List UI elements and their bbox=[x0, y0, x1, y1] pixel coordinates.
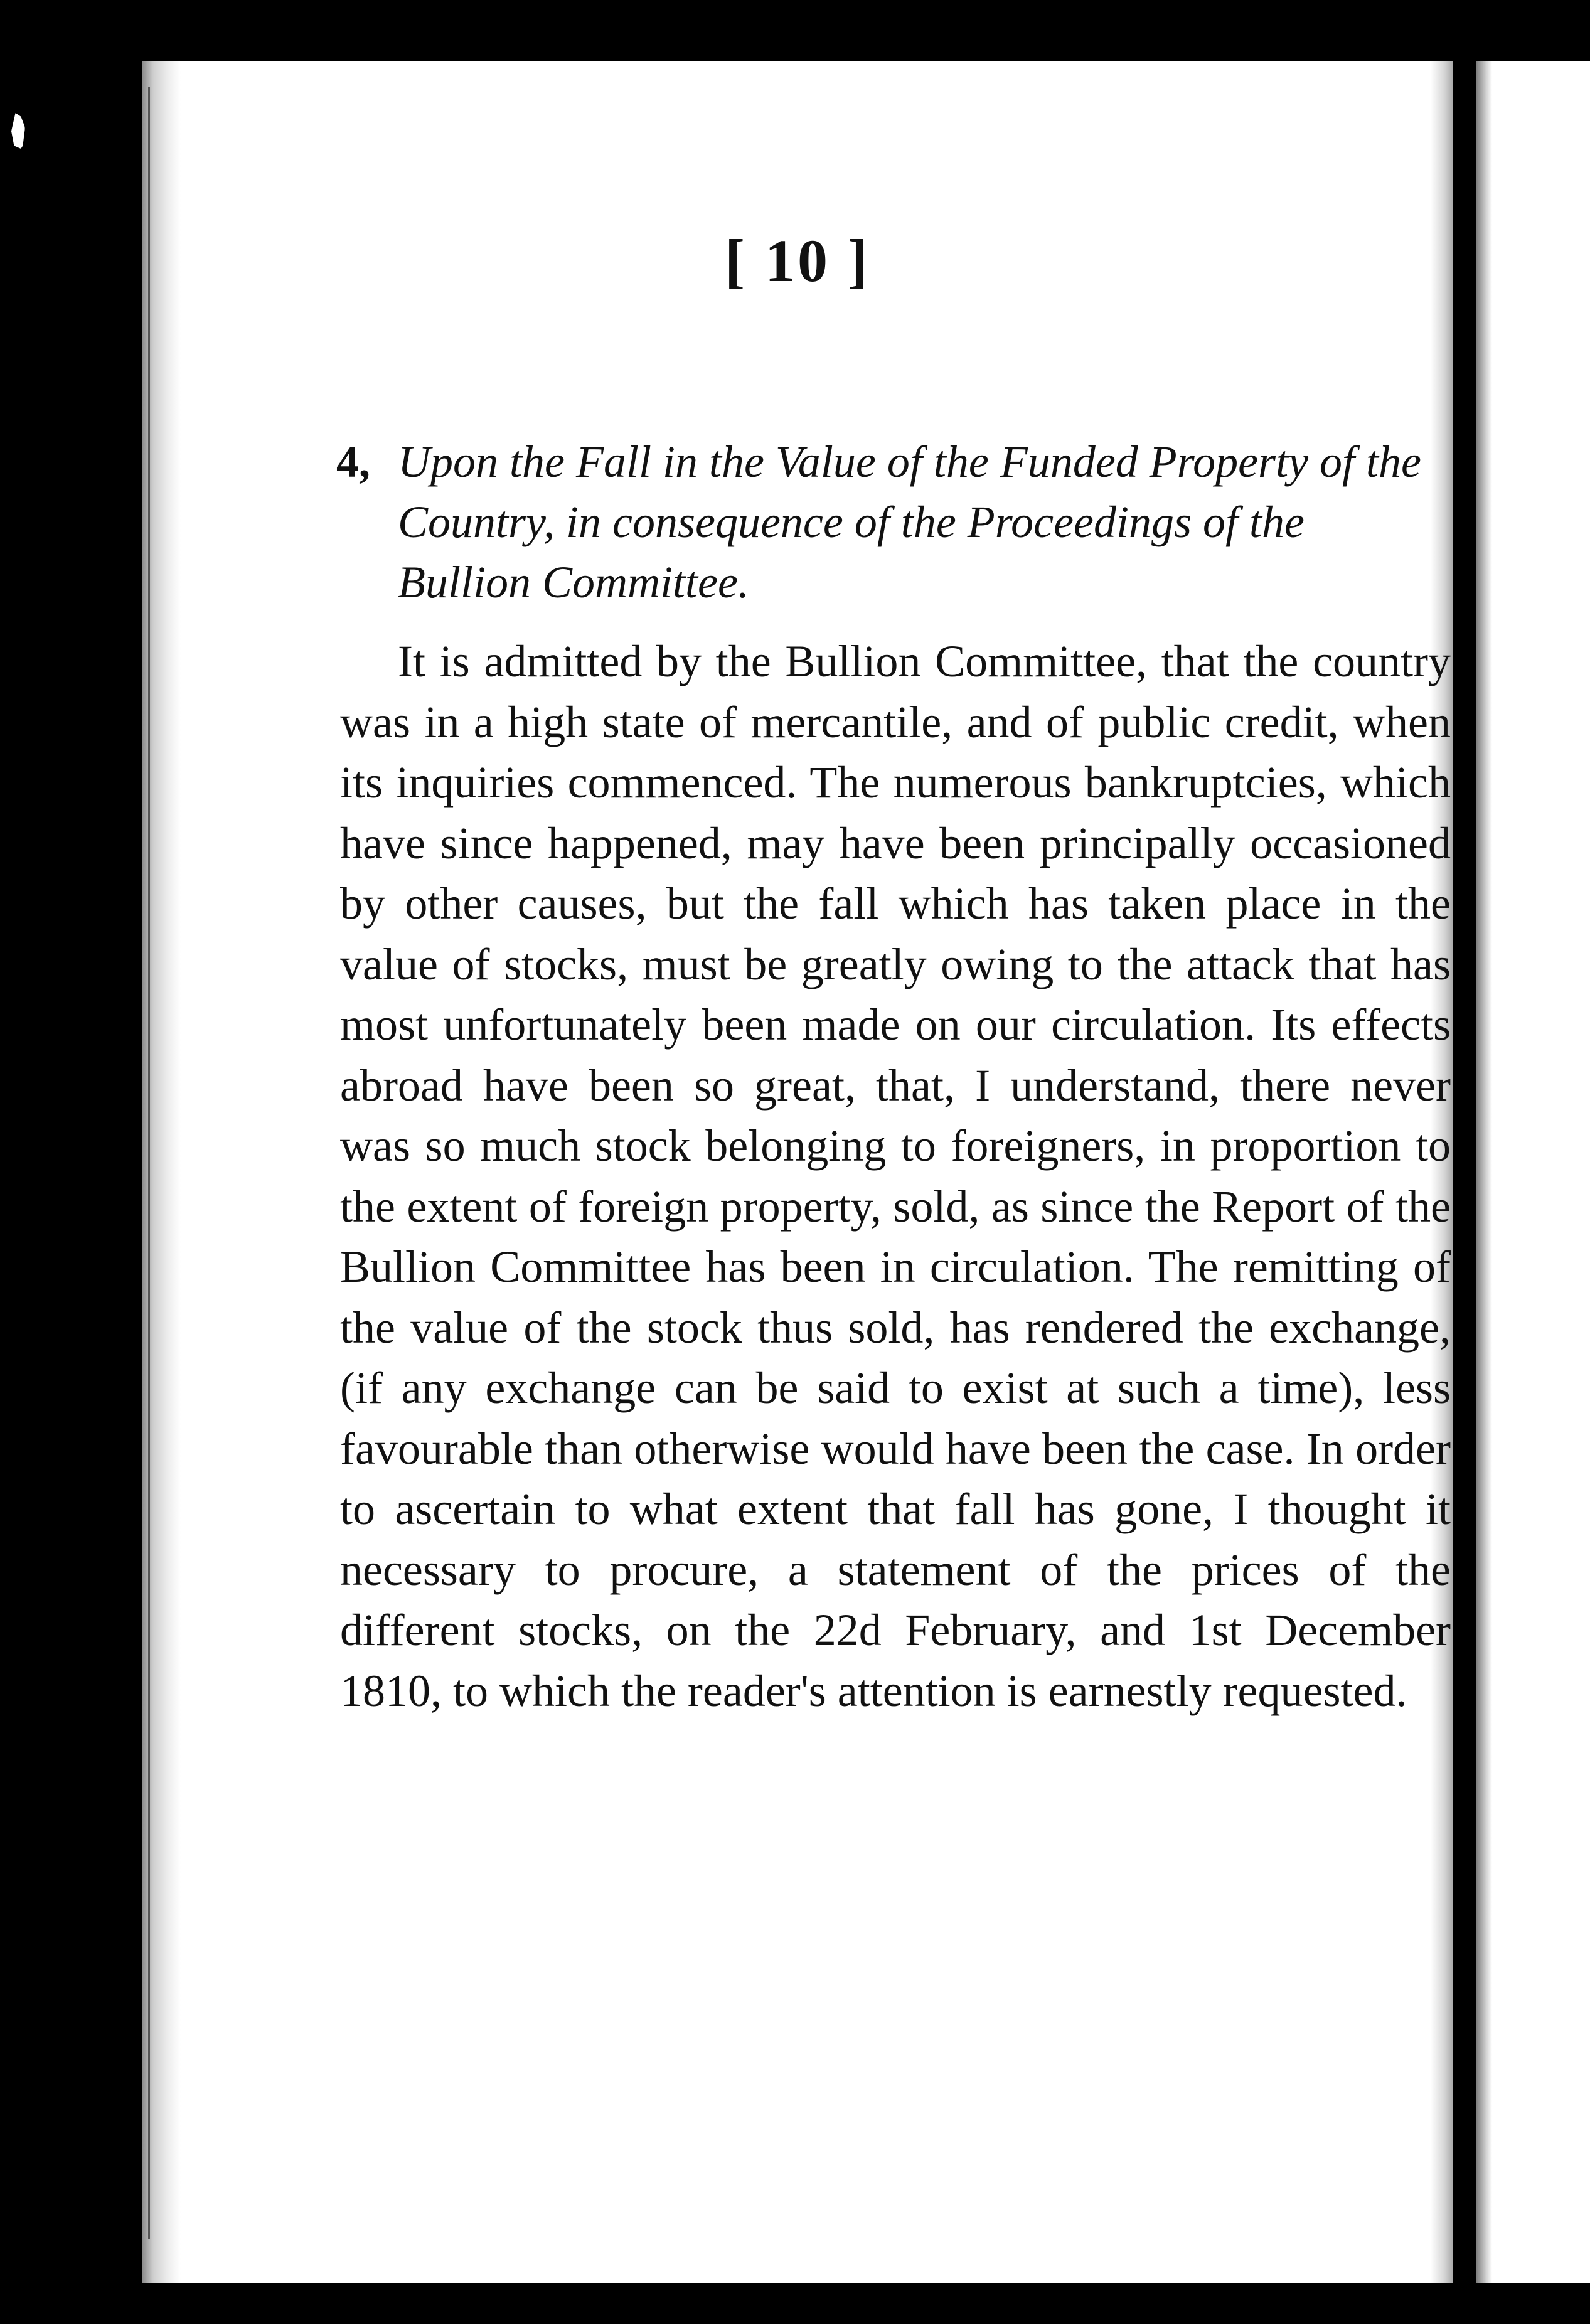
body-paragraph: It is admitted by the Bullion Committee, that the country was in a high state of mercantile, and of public credit, when its inquiries commenced. The numerous bankruptcies, which have since happened, may have been principally occasioned by other causes, but the fall which has taken place in the value of stocks, must be greatly owing to the attack that has most unfortunately been made on our circulation. Its effects abroad have been so great, that, I understand, there never was so much stock belonging to foreigners, in proportion to the extent of foreign property, sold, as since the Report of the Bullion Committee has been in circulation. The remitting of the value of the stock thus sold, has rendered the exchange, (if any exchange can be said to exist at such a time), less favourable than otherwise would have been the case. In order to ascertain to what extent that fall has gone, I thought it necessary to procure, a statement of the prices of the different stocks, on the 22d February, and 1st December 1810, to which the reader's attention is earnestly requested. bbox=[340, 636, 1451, 1716]
page-number: [ 10 ] bbox=[725, 227, 870, 294]
book-page bbox=[142, 61, 1453, 2283]
facing-page-edge bbox=[1476, 61, 1590, 2283]
section-number: 4, bbox=[336, 437, 370, 487]
gutter-line bbox=[148, 87, 150, 2239]
scan-border-bottom bbox=[0, 2283, 1590, 2324]
section-heading-block bbox=[336, 432, 1447, 612]
page-edge-mark bbox=[11, 113, 25, 149]
facing-page-shadow bbox=[1476, 61, 1492, 2283]
section-heading: Upon the Fall in the Value of the Funded Property of the Country, in consequence of the Proceedings of the Bullion Committee. bbox=[398, 437, 1422, 607]
